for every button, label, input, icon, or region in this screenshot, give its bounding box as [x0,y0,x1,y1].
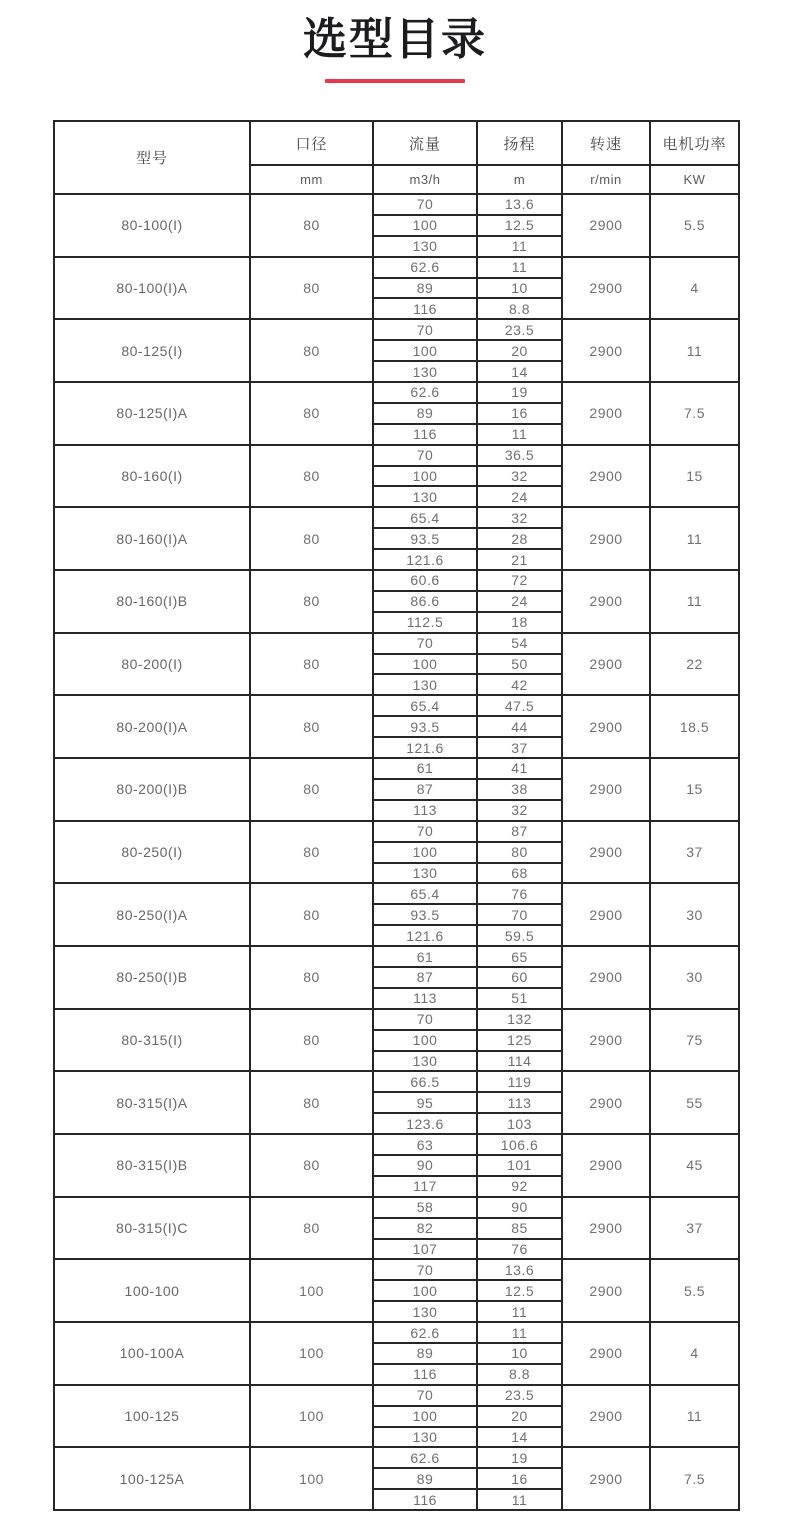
head-cell: 16 [477,403,562,424]
header-row-names [54,121,739,165]
flow-cell: 70 [373,633,477,654]
head-cell: 65 [477,946,562,967]
head-cell: 16 [477,1468,562,1489]
head-cell: 114 [477,1051,562,1072]
table-body [54,194,739,1510]
model-cell: 80-200(I) [54,633,250,696]
head-cell: 11 [477,236,562,257]
diameter-cell: 80 [250,1009,373,1072]
flow-cell: 113 [373,800,477,821]
flow-cell: 86.6 [373,591,477,612]
head-cell: 51 [477,988,562,1009]
unit-head: m [477,165,562,194]
flow-cell: 89 [373,1468,477,1489]
head-cell: 106.6 [477,1134,562,1155]
flow-cell: 130 [373,486,477,507]
table-row [54,1385,739,1406]
power-cell: 15 [650,758,739,821]
table-row [54,570,739,591]
diameter-cell: 100 [250,1322,373,1385]
unit-speed: r/min [562,165,650,194]
flow-cell: 130 [373,361,477,382]
speed-cell: 2900 [562,821,650,884]
flow-cell: 113 [373,988,477,1009]
model-cell: 100-125 [54,1385,250,1448]
head-cell: 72 [477,570,562,591]
table-row [54,507,739,528]
model-cell: 80-125(I) [54,319,250,382]
head-cell: 60 [477,967,562,988]
selection-table [53,120,740,1511]
diameter-cell: 80 [250,194,373,257]
speed-cell: 2900 [562,1134,650,1197]
flow-cell: 100 [373,654,477,675]
power-cell: 45 [650,1134,739,1197]
table-row [54,883,739,904]
speed-cell: 2900 [562,883,650,946]
diameter-cell: 80 [250,570,373,633]
flow-cell: 95 [373,1092,477,1113]
head-cell: 8.8 [477,298,562,319]
flow-cell: 100 [373,842,477,863]
table-row [54,382,739,403]
speed-cell: 2900 [562,633,650,696]
head-cell: 85 [477,1218,562,1239]
head-cell: 11 [477,1322,562,1343]
power-cell: 30 [650,946,739,1009]
head-cell: 92 [477,1176,562,1197]
model-cell: 80-250(I)A [54,883,250,946]
table-row [54,1322,739,1343]
flow-cell: 130 [373,863,477,884]
table-row [54,1259,739,1280]
speed-cell: 2900 [562,382,650,445]
diameter-cell: 80 [250,695,373,758]
speed-cell: 2900 [562,257,650,320]
head-cell: 70 [477,904,562,925]
head-cell: 68 [477,863,562,884]
page-title: 选型目录 [303,15,487,64]
flow-cell: 65.4 [373,507,477,528]
head-cell: 42 [477,674,562,695]
table-row [54,695,739,716]
head-cell: 36.5 [477,445,562,466]
diameter-cell: 80 [250,257,373,320]
head-cell: 10 [477,1343,562,1364]
flow-cell: 89 [373,403,477,424]
model-cell: 80-200(I)B [54,758,250,821]
model-cell: 100-125A [54,1447,250,1510]
flow-cell: 116 [373,1364,477,1385]
model-cell: 80-160(I)B [54,570,250,633]
model-cell: 80-160(I) [54,445,250,508]
head-cell: 10 [477,278,562,299]
flow-cell: 70 [373,1385,477,1406]
flow-cell: 93.5 [373,716,477,737]
head-cell: 80 [477,842,562,863]
head-cell: 38 [477,779,562,800]
flow-cell: 82 [373,1218,477,1239]
head-cell: 23.5 [477,1385,562,1406]
head-cell: 76 [477,883,562,904]
head-cell: 90 [477,1197,562,1218]
power-cell: 4 [650,1322,739,1385]
flow-cell: 93.5 [373,904,477,925]
flow-cell: 70 [373,319,477,340]
diameter-cell: 80 [250,1134,373,1197]
flow-cell: 89 [373,1343,477,1364]
flow-cell: 121.6 [373,737,477,758]
head-cell: 21 [477,549,562,570]
head-cell: 19 [477,382,562,403]
table-row [54,633,739,654]
head-cell: 12.5 [477,215,562,236]
flow-cell: 130 [373,1427,477,1448]
head-cell: 76 [477,1239,562,1260]
model-cell: 100-100A [54,1322,250,1385]
speed-cell: 2900 [562,507,650,570]
flow-cell: 116 [373,298,477,319]
model-cell: 80-100(I)A [54,257,250,320]
power-cell: 7.5 [650,382,739,445]
table-row [54,1197,739,1218]
flow-cell: 65.4 [373,883,477,904]
col-header-power: 电机功率 [650,121,739,165]
flow-cell: 100 [373,466,477,487]
flow-cell: 60.6 [373,570,477,591]
col-header-model: 型号 [54,121,250,194]
head-cell: 37 [477,737,562,758]
speed-cell: 2900 [562,1385,650,1448]
diameter-cell: 100 [250,1447,373,1510]
power-cell: 18.5 [650,695,739,758]
head-cell: 11 [477,1301,562,1322]
table-row [54,194,739,215]
head-cell: 119 [477,1071,562,1092]
power-cell: 75 [650,1009,739,1072]
model-cell: 80-200(I)A [54,695,250,758]
speed-cell: 2900 [562,946,650,1009]
table-header [54,121,739,194]
diameter-cell: 80 [250,883,373,946]
flow-cell: 66.5 [373,1071,477,1092]
flow-cell: 70 [373,445,477,466]
table-row [54,1134,739,1155]
diameter-cell: 80 [250,758,373,821]
power-cell: 15 [650,445,739,508]
head-cell: 47.5 [477,695,562,716]
head-cell: 32 [477,800,562,821]
head-cell: 132 [477,1009,562,1030]
diameter-cell: 100 [250,1385,373,1448]
diameter-cell: 80 [250,633,373,696]
power-cell: 11 [650,507,739,570]
title-block [0,0,790,83]
flow-cell: 100 [373,1406,477,1427]
flow-cell: 100 [373,340,477,361]
speed-cell: 2900 [562,1071,650,1134]
diameter-cell: 100 [250,1259,373,1322]
speed-cell: 2900 [562,194,650,257]
model-cell: 80-100(I) [54,194,250,257]
head-cell: 44 [477,716,562,737]
table-row [54,758,739,779]
head-cell: 28 [477,528,562,549]
table-row [54,257,739,278]
flow-cell: 130 [373,1051,477,1072]
head-cell: 101 [477,1155,562,1176]
model-cell: 80-250(I)B [54,946,250,1009]
flow-cell: 70 [373,194,477,215]
flow-cell: 62.6 [373,382,477,403]
flow-cell: 90 [373,1155,477,1176]
flow-cell: 130 [373,236,477,257]
unit-flow: m3/h [373,165,477,194]
diameter-cell: 80 [250,1071,373,1134]
head-cell: 12.5 [477,1280,562,1301]
head-cell: 19 [477,1447,562,1468]
flow-cell: 63 [373,1134,477,1155]
unit-power: KW [650,165,739,194]
flow-cell: 100 [373,215,477,236]
head-cell: 20 [477,1406,562,1427]
speed-cell: 2900 [562,695,650,758]
head-cell: 14 [477,361,562,382]
flow-cell: 121.6 [373,549,477,570]
flow-cell: 130 [373,674,477,695]
table-row [54,1447,739,1468]
head-cell: 18 [477,612,562,633]
table-row [54,1071,739,1092]
head-cell: 54 [477,633,562,654]
flow-cell: 107 [373,1239,477,1260]
title-underline [325,79,465,83]
diameter-cell: 80 [250,946,373,1009]
col-header-diameter: 口径 [250,121,373,165]
speed-cell: 2900 [562,1322,650,1385]
head-cell: 20 [477,340,562,361]
flow-cell: 58 [373,1197,477,1218]
power-cell: 37 [650,821,739,884]
diameter-cell: 80 [250,1197,373,1260]
flow-cell: 70 [373,1009,477,1030]
power-cell: 5.5 [650,1259,739,1322]
flow-cell: 100 [373,1280,477,1301]
head-cell: 41 [477,758,562,779]
head-cell: 13.6 [477,194,562,215]
head-cell: 103 [477,1113,562,1134]
flow-cell: 70 [373,821,477,842]
flow-cell: 62.6 [373,1322,477,1343]
head-cell: 11 [477,424,562,445]
table-row [54,821,739,842]
flow-cell: 100 [373,1030,477,1051]
flow-cell: 87 [373,779,477,800]
power-cell: 11 [650,319,739,382]
flow-cell: 65.4 [373,695,477,716]
head-cell: 50 [477,654,562,675]
head-cell: 23.5 [477,319,562,340]
diameter-cell: 80 [250,507,373,570]
power-cell: 11 [650,1385,739,1448]
head-cell: 8.8 [477,1364,562,1385]
speed-cell: 2900 [562,570,650,633]
flow-cell: 70 [373,1259,477,1280]
table-row [54,1009,739,1030]
speed-cell: 2900 [562,1009,650,1072]
model-cell: 80-125(I)A [54,382,250,445]
head-cell: 113 [477,1092,562,1113]
model-cell: 100-100 [54,1259,250,1322]
flow-cell: 117 [373,1176,477,1197]
power-cell: 4 [650,257,739,320]
col-header-head: 扬程 [477,121,562,165]
power-cell: 5.5 [650,194,739,257]
power-cell: 22 [650,633,739,696]
model-cell: 80-315(I)A [54,1071,250,1134]
flow-cell: 130 [373,1301,477,1322]
flow-cell: 61 [373,946,477,967]
speed-cell: 2900 [562,1447,650,1510]
head-cell: 11 [477,1489,562,1510]
model-cell: 80-315(I)B [54,1134,250,1197]
power-cell: 7.5 [650,1447,739,1510]
col-header-speed: 转速 [562,121,650,165]
flow-cell: 116 [373,1489,477,1510]
flow-cell: 61 [373,758,477,779]
power-cell: 37 [650,1197,739,1260]
speed-cell: 2900 [562,1259,650,1322]
flow-cell: 62.6 [373,257,477,278]
head-cell: 24 [477,591,562,612]
flow-cell: 87 [373,967,477,988]
speed-cell: 2900 [562,758,650,821]
speed-cell: 2900 [562,445,650,508]
head-cell: 125 [477,1030,562,1051]
diameter-cell: 80 [250,319,373,382]
power-cell: 11 [650,570,739,633]
head-cell: 59.5 [477,925,562,946]
diameter-cell: 80 [250,382,373,445]
col-header-flow: 流量 [373,121,477,165]
head-cell: 32 [477,466,562,487]
head-cell: 14 [477,1427,562,1448]
flow-cell: 89 [373,278,477,299]
diameter-cell: 80 [250,445,373,508]
diameter-cell: 80 [250,821,373,884]
model-cell: 80-250(I) [54,821,250,884]
flow-cell: 116 [373,424,477,445]
speed-cell: 2900 [562,1197,650,1260]
table-row [54,445,739,466]
flow-cell: 112.5 [373,612,477,633]
speed-cell: 2900 [562,319,650,382]
model-cell: 80-160(I)A [54,507,250,570]
unit-diameter: mm [250,165,373,194]
power-cell: 30 [650,883,739,946]
head-cell: 87 [477,821,562,842]
flow-cell: 121.6 [373,925,477,946]
table-row [54,319,739,340]
head-cell: 32 [477,507,562,528]
flow-cell: 123.6 [373,1113,477,1134]
model-cell: 80-315(I)C [54,1197,250,1260]
flow-cell: 62.6 [373,1447,477,1468]
head-cell: 11 [477,257,562,278]
power-cell: 55 [650,1071,739,1134]
table-row [54,946,739,967]
head-cell: 24 [477,486,562,507]
model-cell: 80-315(I) [54,1009,250,1072]
head-cell: 13.6 [477,1259,562,1280]
flow-cell: 93.5 [373,528,477,549]
